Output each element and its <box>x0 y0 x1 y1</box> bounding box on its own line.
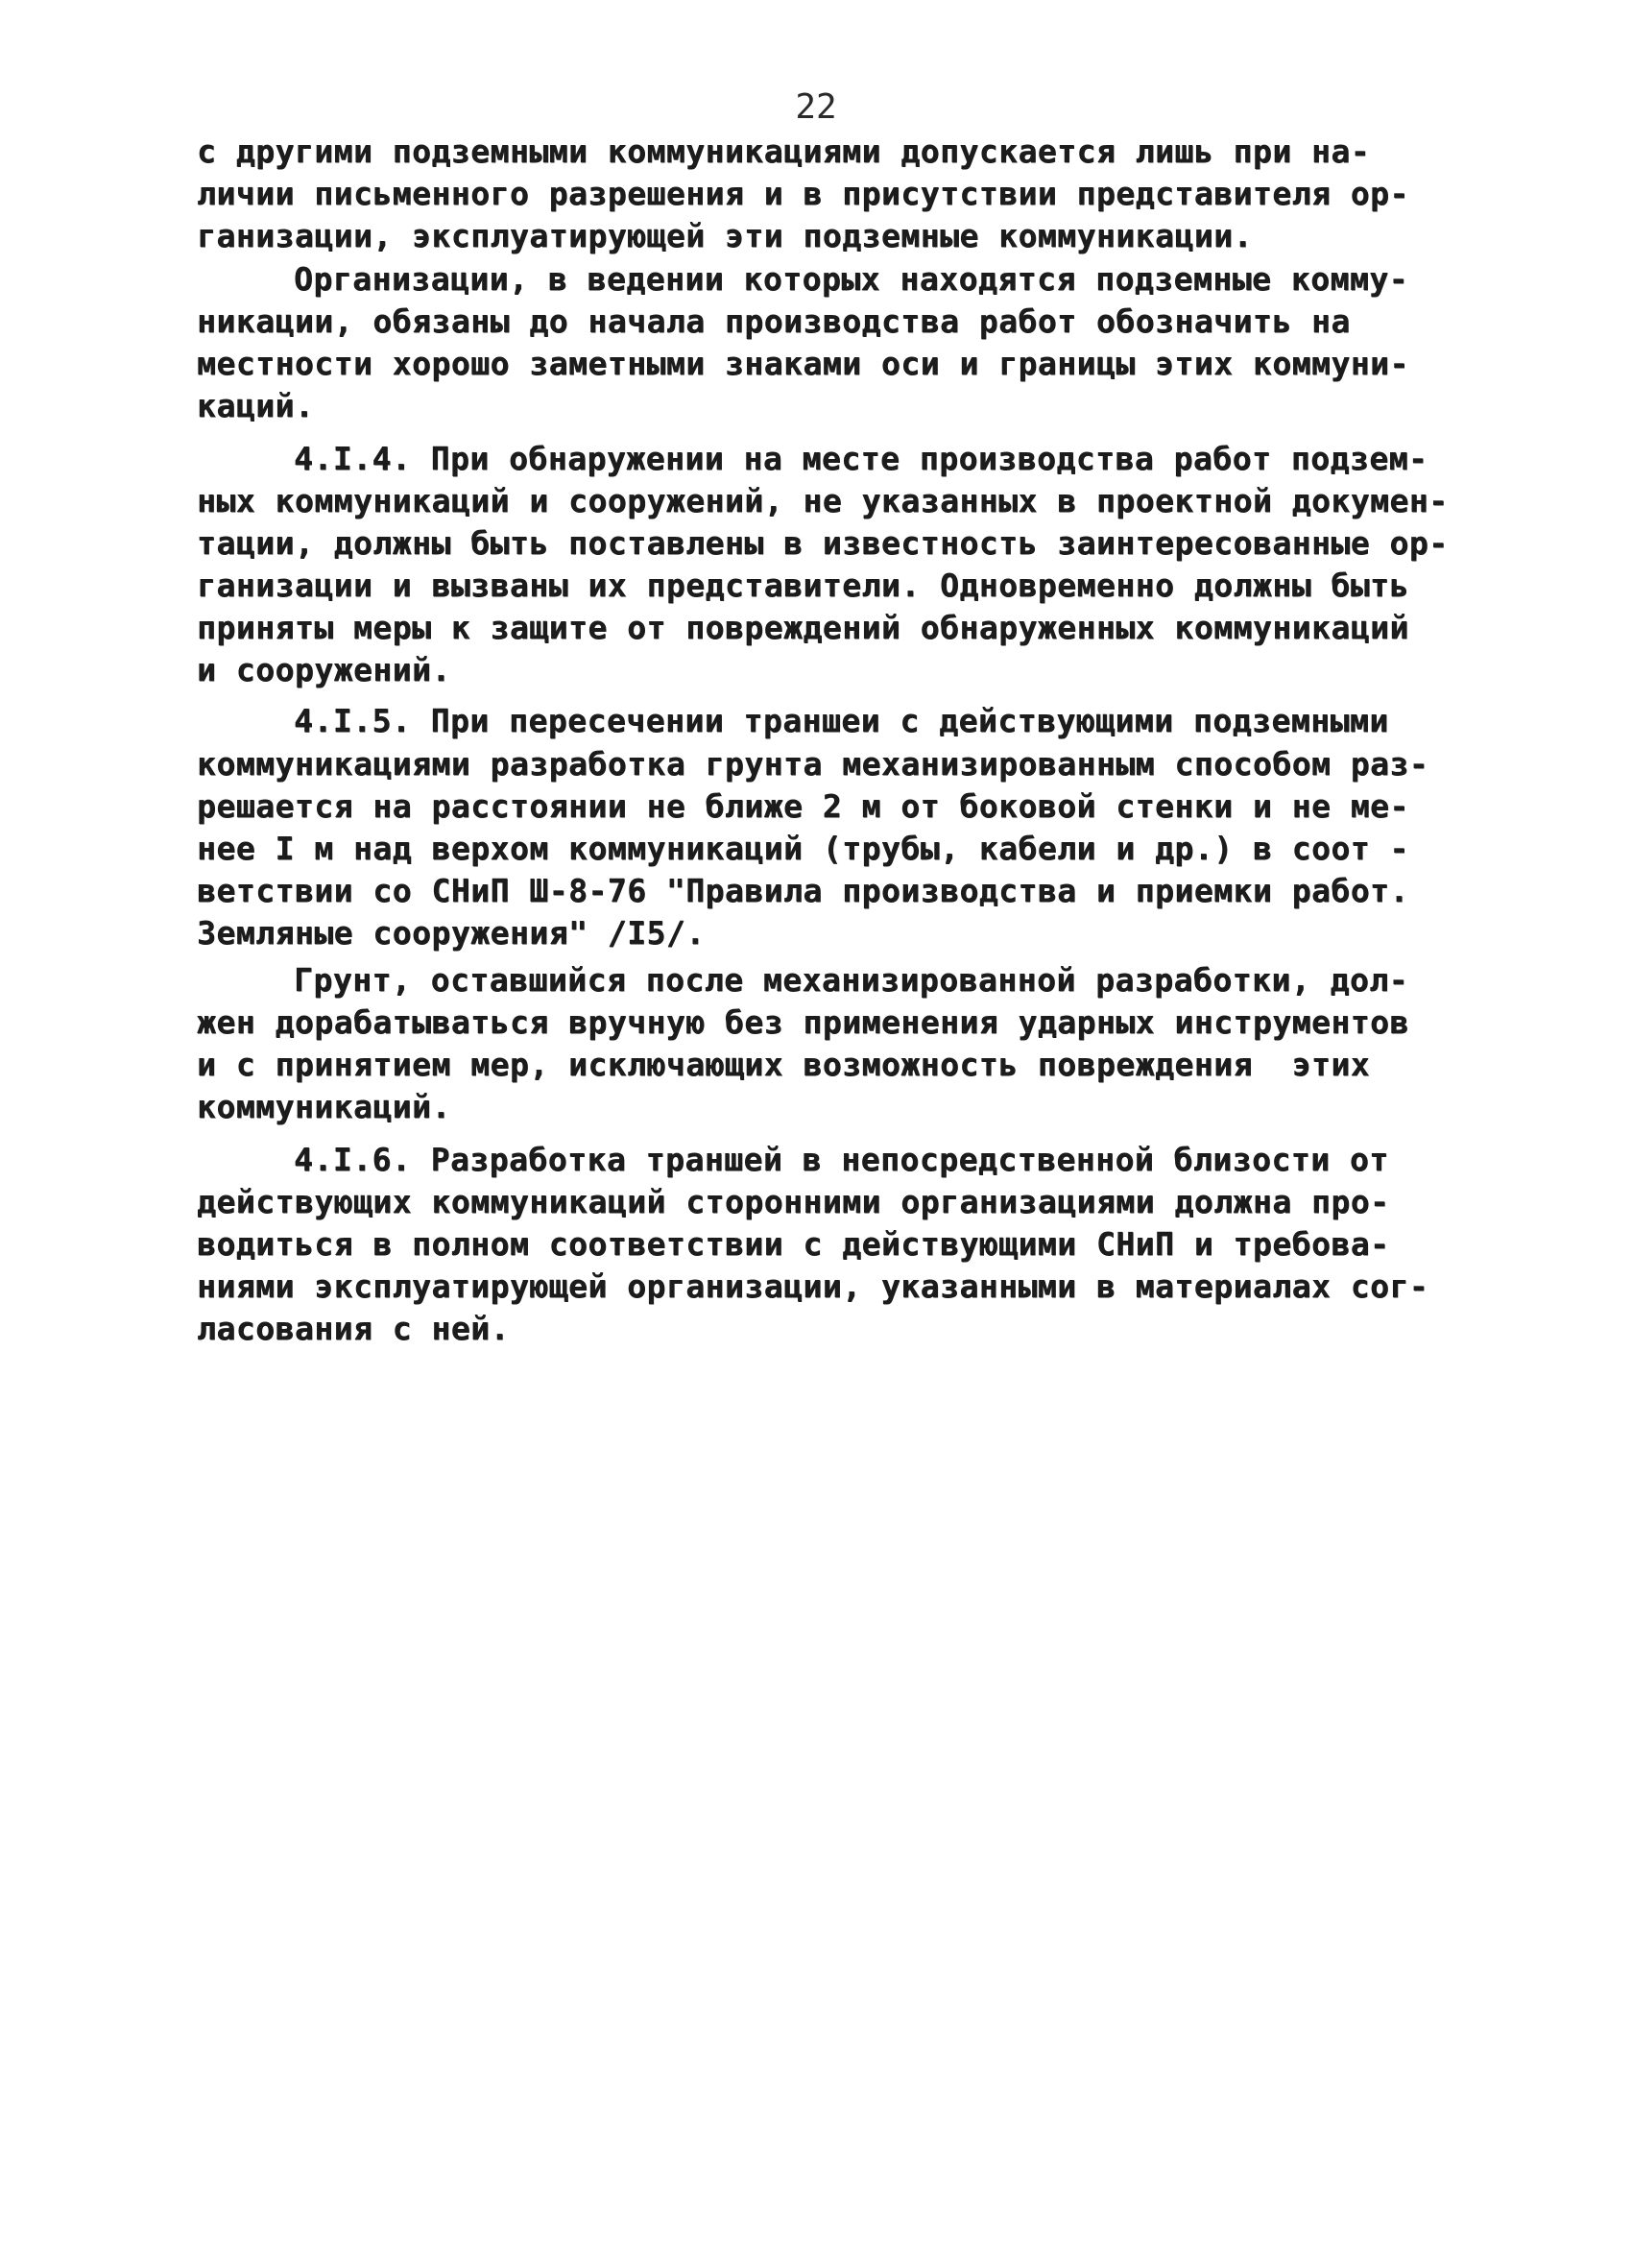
text-line: Организации, в ведении которых находятся подземные комму- <box>294 260 1408 298</box>
text-line: ганизации и вызваны их представители. Одновременно должны быть <box>197 567 1409 604</box>
text-line: никации, обязаны до начала производства работ обозначить на <box>197 302 1351 340</box>
text-line: ласования с ней. <box>197 1310 510 1347</box>
text-line: действующих коммуникаций сторонними организациями должна про- <box>197 1183 1390 1220</box>
text-line: ганизации, эксплуатирующей эти подземные коммуникации. <box>197 217 1253 254</box>
text-line: решается на расстоянии не ближе 2 м от боковой стенки и не ме- <box>197 787 1409 825</box>
text-line: личии письменного разрешения и в присутствии представителя ор- <box>197 175 1409 212</box>
text-line: 4.I.4. При обнаружении на месте производства работ подзем- <box>294 440 1428 477</box>
text-line: ных коммуникаций и сооружений, не указанных в проектной докумен- <box>197 482 1449 519</box>
text-line: 4.I.5. При пересечении траншеи с действующими подземными <box>294 702 1389 739</box>
text-line: Земляные сооружения" /I5/. <box>197 914 706 952</box>
text-line: местности хорошо заметными знаками оси и границы этих коммуни- <box>197 345 1409 382</box>
text-line: ниями эксплуатирующей организации, указанными в материалах сог- <box>197 1267 1429 1305</box>
text-line: коммуникаций. <box>197 1088 451 1125</box>
text-line: приняты меры к защите от повреждений обнаруженных коммуникаций <box>197 609 1409 646</box>
text-line: водиться в полном соответствии с действующими СНиП и требова- <box>197 1225 1390 1263</box>
text-line: каций. <box>197 387 315 424</box>
text-line: и сооружений. <box>197 651 451 688</box>
text-line: с другими подземными коммуникациями допускается лишь при на- <box>197 133 1371 170</box>
text-line: коммуникациями разработка грунта механизированным способом раз- <box>197 745 1429 783</box>
text-line: ветствии со СНиП Ш-8-76 "Правила производства и приемки работ. <box>197 872 1409 909</box>
text-line: 4.I.6. Разработка траншей в непосредственной близости от <box>294 1141 1389 1178</box>
page-number: 22 <box>795 87 837 127</box>
text-line: жен дорабатываться вручную без применения ударных инструментов <box>197 1003 1409 1041</box>
text-line: Грунт, оставшийся после механизированной разработки, дол- <box>294 961 1408 999</box>
text-line: нее I м над верхом коммуникаций (трубы, кабели и др.) в соот - <box>197 830 1409 867</box>
text-line: тации, должны быть поставлены в известность заинтересованные ор- <box>197 524 1449 562</box>
text-line: и с принятием мер, исключающих возможность повреждения этих <box>197 1046 1371 1083</box>
